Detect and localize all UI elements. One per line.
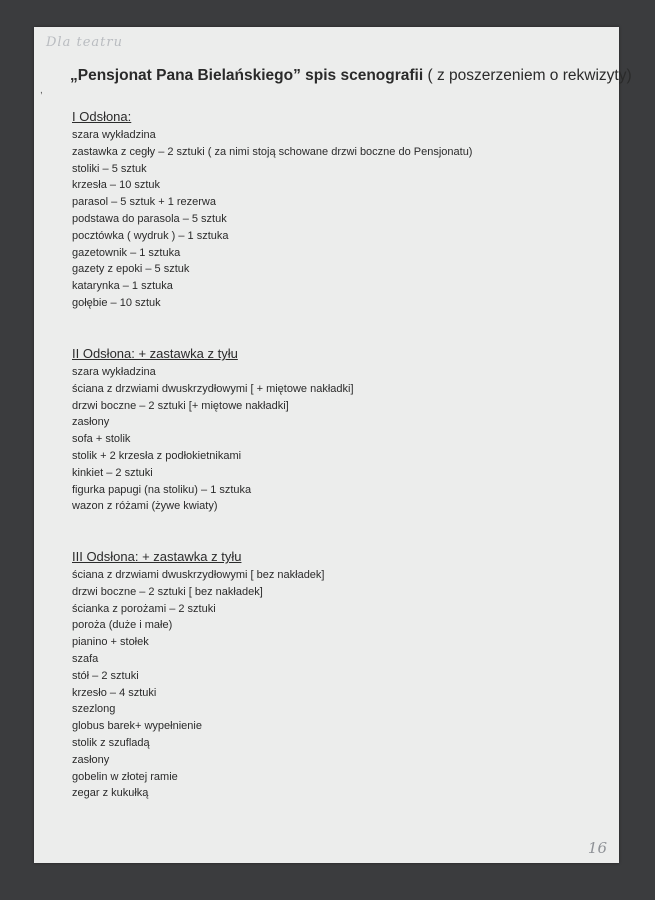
- list-item: szafa: [72, 652, 99, 665]
- list-item: zastawka z cegły – 2 sztuki ( za nimi stoją schowane drzwi boczne do Pensjonatu): [72, 145, 473, 158]
- list-item: ściana z drzwiami dwuskrzydłowymi [ bez nakładek]: [72, 569, 325, 581]
- section-act-3: [72, 548, 324, 802]
- list-item: pocztówka ( wydruk ) – 1 sztuka: [72, 229, 229, 242]
- list-item: ściana z drzwiami dwuskrzydłowymi [ + miętowe nakładki]: [72, 382, 354, 395]
- list-item: pianino + stołek: [72, 636, 149, 649]
- handwritten-note: Dla teatru: [46, 35, 123, 50]
- list-item: szara wykładzina: [72, 366, 156, 378]
- list-item: parasol – 5 sztuk + 1 rezerwa: [72, 196, 216, 209]
- list-item: gazety z epoki – 5 sztuk: [72, 263, 190, 276]
- list-item: kinkiet – 2 sztuki: [72, 466, 153, 479]
- list-item: poroża (duże i małe): [72, 619, 173, 632]
- list-item: gobelin w złotej ramie: [72, 770, 178, 783]
- section-heading: III Odsłona: + zastawka z tyłu: [72, 549, 242, 564]
- list-item: stolik z szufladą: [72, 736, 150, 749]
- page-number: 16: [587, 839, 607, 857]
- list-item: drzwi boczne – 2 sztuki [+ miętowe nakładki]: [72, 399, 289, 412]
- list-item: globus barek+ wypełnienie: [72, 720, 202, 733]
- list-item: drzwi boczne – 2 sztuki [ bez nakładek]: [72, 585, 263, 598]
- list-item: zegar z kukułką: [72, 787, 149, 800]
- document-title: [70, 67, 632, 85]
- list-item: ścianka z porożami – 2 sztuki: [72, 602, 216, 615]
- list-item: figurka papugi (na stoliku) – 1 sztuka: [72, 483, 252, 496]
- list-item: szezlong: [72, 703, 116, 716]
- list-item: sofa + stolik: [72, 433, 131, 446]
- list-item: stoliki – 5 sztuk: [72, 162, 147, 175]
- list-item: gołębie – 10 sztuk: [72, 296, 161, 309]
- list-item: zasłony: [72, 416, 110, 429]
- document-page: [34, 27, 632, 863]
- list-item: stół – 2 sztuki: [72, 669, 139, 682]
- title-bold: „Pensjonat Pana Bielańskiego” spis scenografii: [70, 67, 424, 84]
- title-rest: ( z poszerzeniem o rekwizyty): [423, 67, 632, 84]
- list-item: gazetownik – 1 sztuka: [72, 246, 181, 259]
- list-item: katarynka – 1 sztuka: [72, 280, 173, 293]
- section-heading: I Odsłona:: [72, 109, 132, 124]
- list-item: stolik + 2 krzesła z podłokietnikami: [72, 449, 242, 462]
- section-heading: II Odsłona: + zastawka z tyłu: [72, 346, 238, 361]
- section-act-2: [72, 345, 354, 515]
- section-act-1: [72, 108, 472, 312]
- pencil-mark: ,: [40, 85, 43, 96]
- list-item: szara wykładzina: [72, 129, 156, 141]
- list-item: podstawa do parasola – 5 sztuk: [72, 212, 227, 225]
- list-item: zasłony: [72, 753, 110, 766]
- list-item: krzesła – 10 sztuk: [72, 179, 161, 192]
- list-item: krzesło – 4 sztuki: [72, 686, 157, 699]
- list-item: wazon z różami (żywe kwiaty): [72, 500, 218, 513]
